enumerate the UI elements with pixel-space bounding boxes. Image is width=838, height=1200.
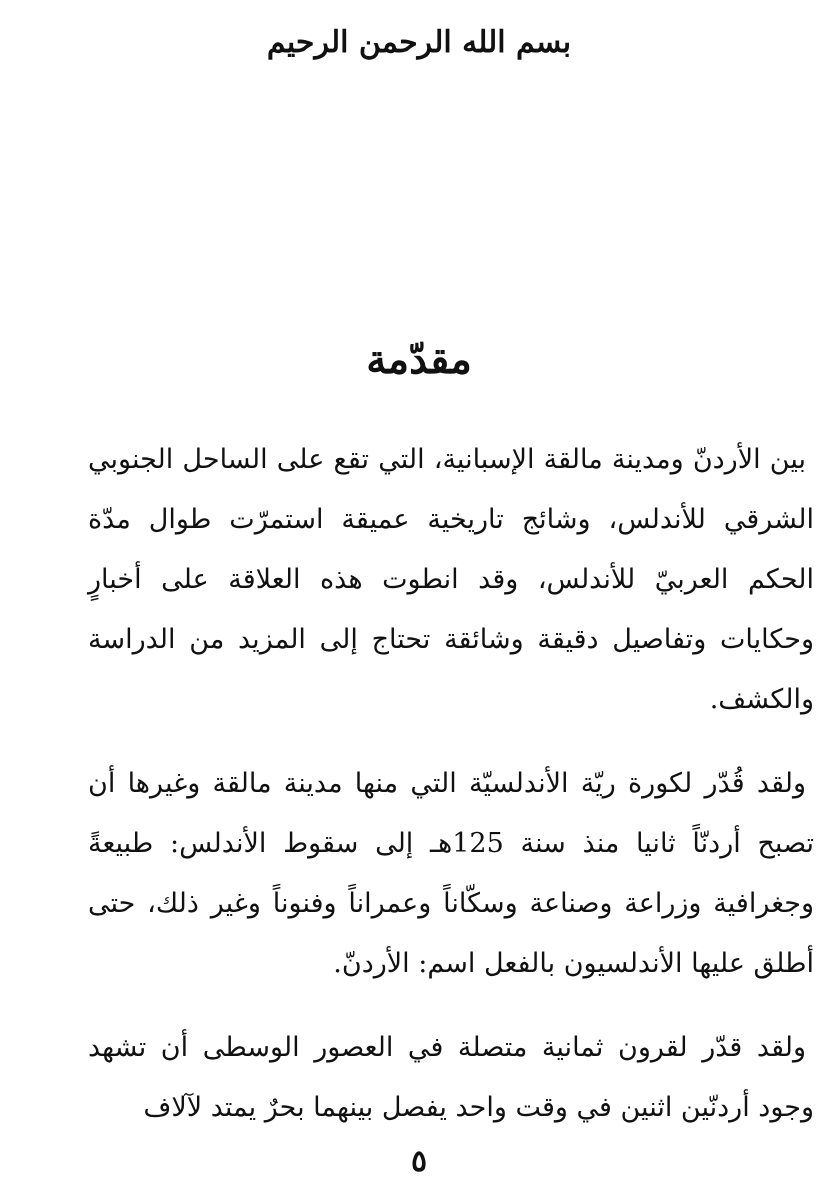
basmala-heading: بسم الله الرحمن الرحيم: [266, 25, 572, 60]
chapter-title: مقدّمة: [366, 336, 472, 383]
paragraph: ولقد قُدّر لكورة ريّة الأندلسيّة التي منها مدينة مالقة وغيرها أن تصبح أردنّاً ثانيا منذ سنة 125هـ إلى سقوط الأندلس: طبيعةً وجغرافية وزراعة وصناعة وسكّاناً وعمراناً وفنوناً وغير ذلك، حتى أطلق عليها الأندلسيون بالفعل اسم: الأردنّ.: [88, 768, 814, 979]
page-number: ٥: [410, 1144, 428, 1179]
body-text: [88, 430, 814, 1162]
paragraph: بين الأردنّ ومدينة مالقة الإسبانية، التي تقع على الساحل الجنوبي الشرقي للأندلس، وشائج تاريخية عميقة استمرّت طوال مدّة الحكم العربيّ للأندلس، وقد انطوت هذه العلاقة على أخبارٍ وحكايات وتفاصيل دقيقة وشائقة تحتاج إلى المزيد من الدراسة والكشف.: [88, 444, 814, 715]
paragraph: ولقد قدّر لقرون ثمانية متصلة في العصور الوسطى أن تشهد وجود أردنّين اثنين في وقت واحد يفصل بينهما بحرٌ يمتد لآلاف: [88, 1032, 814, 1123]
